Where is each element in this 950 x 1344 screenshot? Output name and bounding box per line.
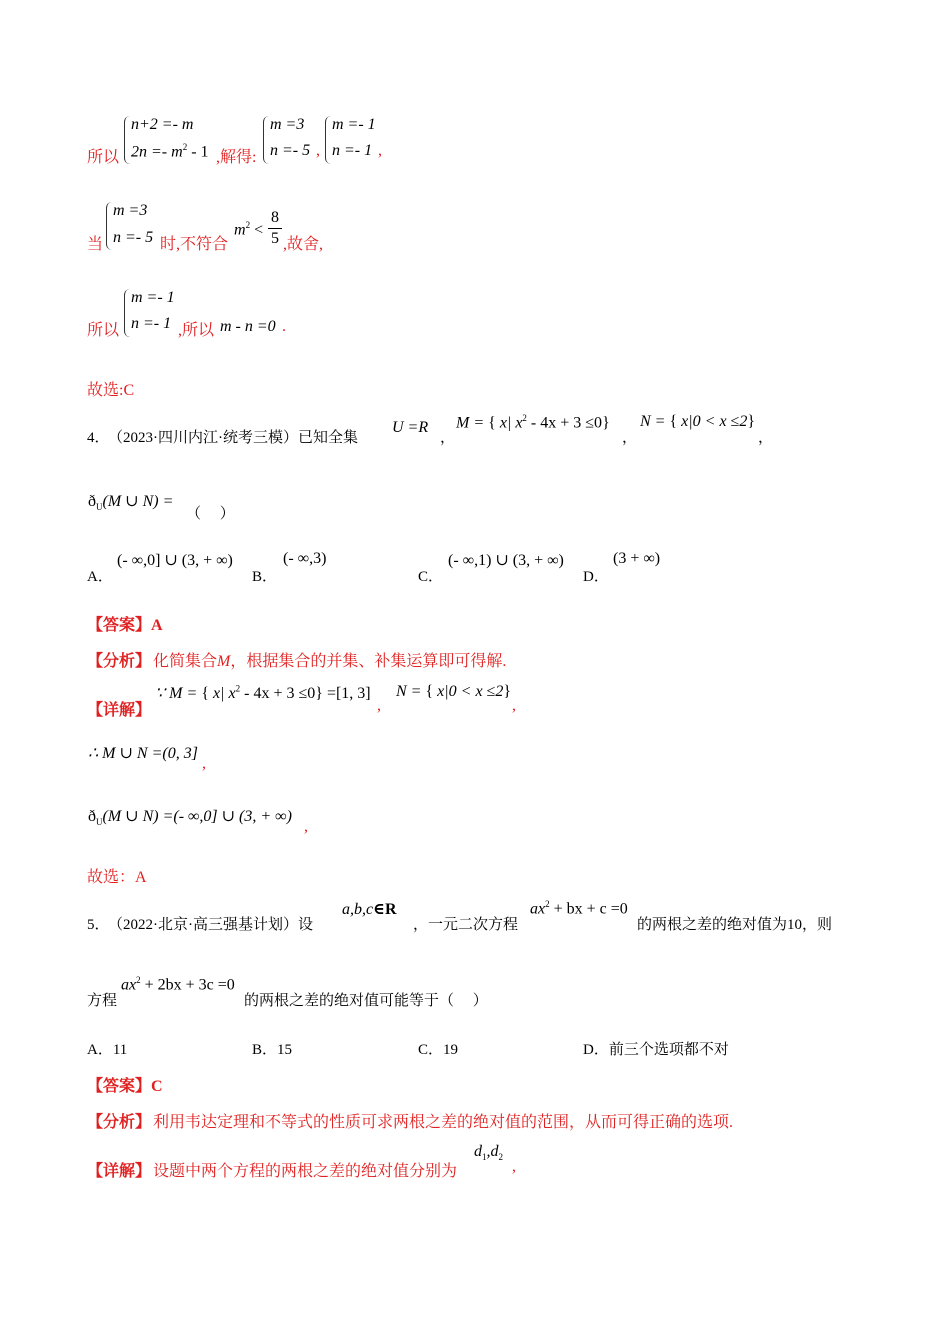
detail-tag: 【详解】 bbox=[87, 1163, 152, 1180]
answer-line: 【答案】A bbox=[87, 617, 163, 634]
connector-text: 的两根之差的绝对值为10，则 bbox=[637, 917, 833, 933]
lead-text: 当 bbox=[87, 236, 104, 253]
system-eq: n =- 5 bbox=[270, 142, 311, 159]
lead-text: 所以 bbox=[87, 149, 120, 166]
detail-M: ∵ M = { x| $x^2 - 4x + 3 \le 0\} =[1$, 3] bbox=[155, 683, 371, 702]
inequality: $m^2$ < bbox=[234, 220, 264, 239]
comma: ， bbox=[758, 430, 774, 446]
equation-1: $ax^2$ + bx + c =0 bbox=[530, 899, 628, 918]
brace bbox=[325, 116, 332, 164]
system-eq: m =3 bbox=[270, 116, 305, 133]
option-b: (- ∞,3) bbox=[283, 550, 327, 567]
brace bbox=[263, 116, 270, 164]
variables: a,b,c∈R bbox=[342, 901, 397, 918]
system-eq: n+2 =- m bbox=[131, 116, 194, 133]
option-label-d: D． bbox=[583, 569, 609, 585]
comma: ， bbox=[622, 430, 638, 446]
fraction-denominator: 5 bbox=[271, 230, 279, 247]
system-eq: m =- 1 bbox=[332, 116, 376, 133]
set-N: N = { x|0 < x ≤2} bbox=[640, 413, 756, 430]
connector-text: ，一元二次方程 bbox=[413, 917, 519, 933]
detail-text: 设题中两个方程的两根之差的绝对值分别为 bbox=[153, 1163, 458, 1180]
question-number: 4． bbox=[87, 430, 110, 446]
fraction bbox=[268, 209, 282, 248]
option-d: D．前三个选项都不对 bbox=[583, 1042, 729, 1058]
lead-text: 方程 bbox=[87, 993, 118, 1009]
comma: ， bbox=[440, 430, 456, 446]
system-eq: n =- 5 bbox=[113, 229, 154, 246]
analysis-tag: 【分析】 bbox=[87, 1114, 152, 1131]
system-eq: $2n =- m^2 - 1$ bbox=[131, 142, 209, 161]
analysis-text: 化简集合M，根据集合的并集、补集运算即可得解. bbox=[153, 653, 507, 670]
connector-text: 的两根之差的绝对值可能等于（ ） bbox=[244, 993, 488, 1009]
system-eq: n =- 1 bbox=[131, 315, 172, 332]
brace bbox=[124, 116, 131, 164]
answer-paren: （ ） bbox=[186, 506, 235, 522]
comma: , bbox=[304, 818, 308, 835]
separator: , bbox=[378, 142, 382, 159]
option-c: (- ∞,1) ∪ (3, + ∞) bbox=[448, 552, 564, 569]
period: . bbox=[282, 318, 286, 335]
question-source: （2023·四川内江·统考三模）已知全集 bbox=[108, 430, 358, 446]
option-a: A．11 bbox=[87, 1042, 128, 1058]
choice-line: 故选：A bbox=[87, 869, 147, 886]
analysis-text: 利用韦达定理和不等式的性质可求两根之差的绝对值的范围，从而可得正确的选项. bbox=[153, 1114, 734, 1131]
answer-line: 【答案】C bbox=[87, 1078, 163, 1095]
detail-complement: $ð_U(M$ ∪ N) =(- ∞,0] ∪ (3, + ∞) bbox=[88, 808, 292, 828]
connector-text: ,解得: bbox=[216, 149, 257, 166]
comma: , bbox=[512, 697, 516, 714]
choice-line: 故选:C bbox=[87, 382, 135, 399]
connector-text: 时,不符合 bbox=[160, 236, 229, 253]
lead-text: 所以 bbox=[87, 322, 120, 339]
result-eq: m - n =0 bbox=[220, 318, 276, 335]
detail-vars: $d_1,d_2$ bbox=[474, 1143, 503, 1163]
set-M: M = { x| $x^2 - 4x + 3 \le 0$} bbox=[456, 413, 610, 432]
complement-expr: $ð_U(M$ ∪ N) = bbox=[88, 493, 174, 513]
detail-N: N = { x|0 < x ≤2} bbox=[396, 683, 512, 700]
brace bbox=[124, 289, 131, 337]
detail-tag: 【详解】 bbox=[87, 702, 152, 719]
option-b: B．15 bbox=[252, 1042, 293, 1058]
equation-2: $ax^2 + 2bx + 3c =0$ bbox=[121, 975, 235, 994]
question-source: （2022·北京·高三强基计划）设 bbox=[108, 917, 313, 933]
detail-union: ∴ M ∪ N =(0, 3] bbox=[88, 745, 198, 762]
option-c: C．19 bbox=[418, 1042, 459, 1058]
system-eq: m =3 bbox=[113, 202, 148, 219]
universal-set: U =R bbox=[392, 419, 429, 436]
option-a: (- ∞,0] ∪ (3, + ∞) bbox=[117, 552, 233, 569]
connector-text: ,所以 bbox=[178, 322, 215, 339]
connector-text: ,故舍, bbox=[283, 236, 324, 253]
option-label-a: A． bbox=[87, 569, 113, 585]
system-eq: n =- 1 bbox=[332, 142, 373, 159]
fraction-numerator: 8 bbox=[271, 209, 279, 226]
separator: , bbox=[316, 142, 320, 159]
comma: , bbox=[202, 755, 206, 772]
analysis-tag: 【分析】 bbox=[87, 653, 152, 670]
question-number: 5． bbox=[87, 917, 110, 933]
comma: , bbox=[512, 1158, 516, 1175]
brace bbox=[106, 202, 113, 250]
option-d: (3 + ∞) bbox=[613, 550, 661, 567]
option-label-c: C． bbox=[418, 569, 444, 585]
comma: , bbox=[377, 697, 381, 714]
system-eq: m =- 1 bbox=[131, 289, 175, 306]
option-label-b: B． bbox=[252, 569, 278, 585]
